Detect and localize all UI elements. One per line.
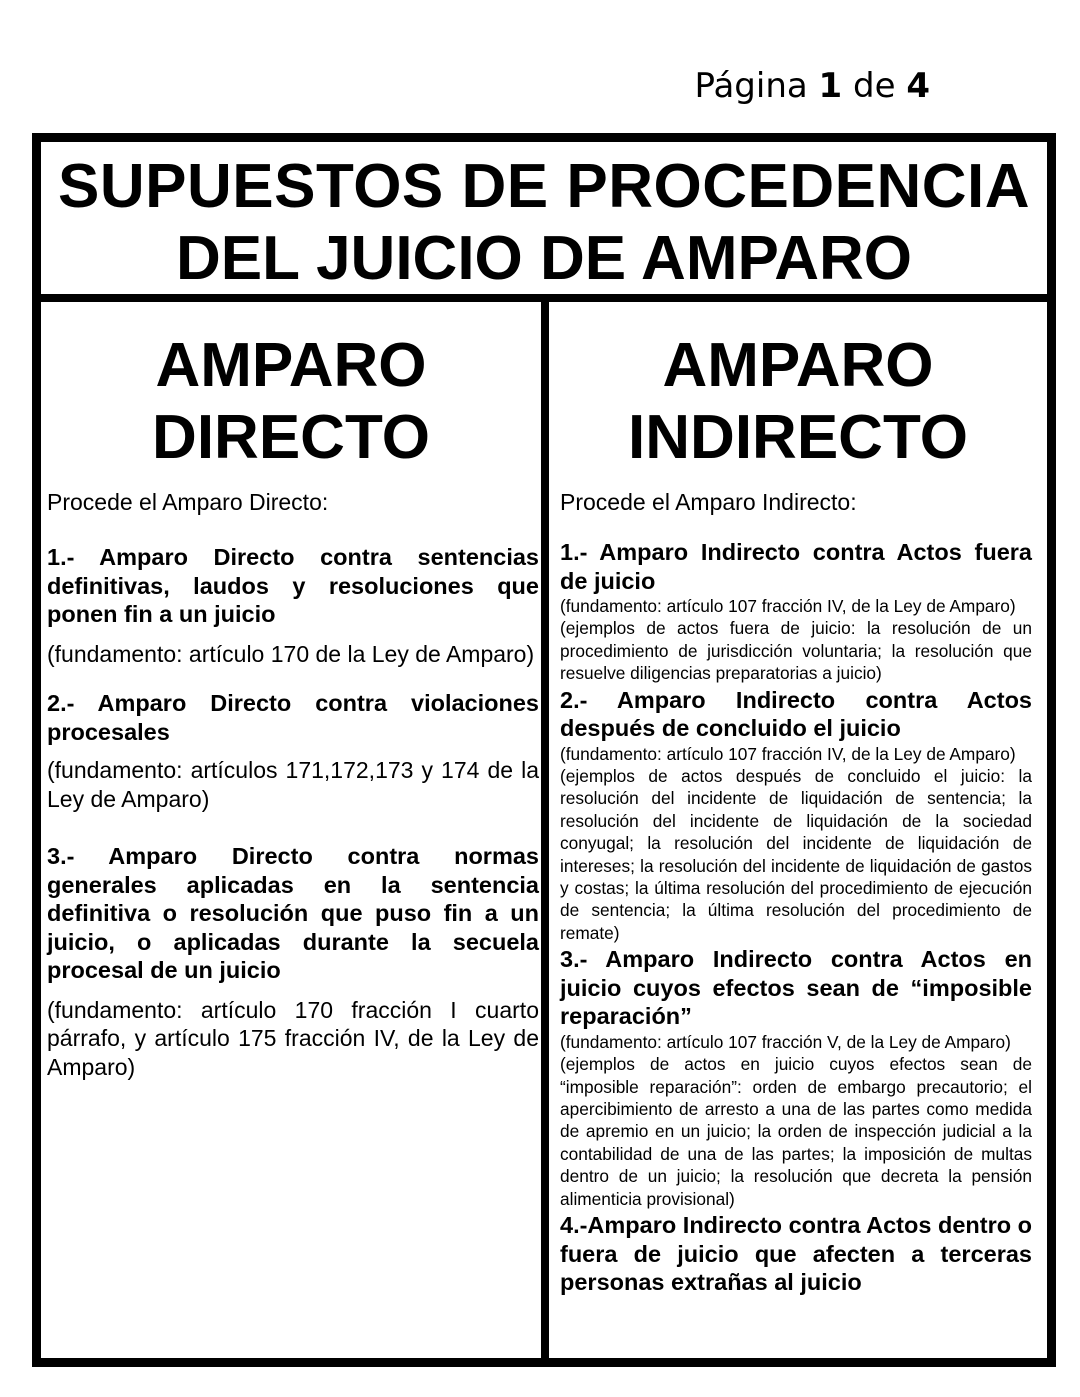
page-total: 4 <box>906 66 930 106</box>
intro-text: Procede el Amparo Indirecto: <box>560 489 857 515</box>
item-fundamento: (fundamento: artículo 170 de la Ley de Amparo) <box>47 640 535 667</box>
heading-line-1: AMPARO <box>155 331 427 400</box>
document-title-line-2: DEL JUICIO DE AMPARO <box>175 224 913 293</box>
page-label: Página <box>694 66 808 106</box>
page-number <box>694 66 930 106</box>
item-ejemplos: (ejemplos de actos después de concluido el juicio: la resolución del incidente de liquidación de sentencia; la resolución del incidente de liquidación de la sociedad conyugal; la resolución del incidente de liquidación de intereses; la resolución del incidente de liquidación de gastos y costas; la última resolución del procedimiento de ejecución de sentencia; la última resolución del procedimiento de remate) <box>560 766 1032 943</box>
heading-line-2: INDIRECTO <box>628 403 968 472</box>
document-title-line-1: SUPUESTOS DE PROCEDENCIA <box>57 152 1031 221</box>
column-content <box>41 488 539 1081</box>
column-heading-directo <box>41 330 541 474</box>
item-fundamento: (fundamento: artículo 107 fracción IV, de la Ley de Amparo) <box>560 743 1016 764</box>
item-ejemplos: (ejemplos de actos en juicio cuyos efectos sean de “imposible reparación”: orden de embargo precautorio; el apercibimiento de arresto a una de las partes como medida de apremio en un juicio; la orden de inspección judicial a la contabilidad de una de las partes; la imposición de multas dentro de un juicio; la resolución que decreta la pensión alimenticia provisional) <box>560 1054 1032 1209</box>
column-heading-indirecto <box>549 330 1047 474</box>
column-content <box>549 488 1038 1297</box>
item-title: 1.- Amparo Directo contra sentencias definitivas, laudos y resoluciones que ponen fin a un juicio <box>47 544 539 627</box>
item-title: 3.- Amparo Indirecto contra Actos en juicio cuyos efectos sean de “imposible reparación” <box>560 946 1032 1030</box>
column-amparo-indirecto <box>549 302 1047 1358</box>
page-of: de <box>853 66 896 106</box>
heading-line-2: DIRECTO <box>152 403 430 472</box>
item-title: 3.- Amparo Directo contra normas generales aplicadas en la sentencia definitiva o resolución que puso fin a un juicio, o aplicadas durante la secuela procesal de un juicio <box>47 843 539 983</box>
title-box <box>41 142 1047 302</box>
heading-line-1: AMPARO <box>662 331 934 400</box>
intro-text: Procede el Amparo Directo: <box>47 489 329 515</box>
item-fundamento: (fundamento: artículo 107 fracción IV, de la Ley de Amparo) <box>560 596 1016 616</box>
item-fundamento: (fundamento: artículo 170 fracción I cuarto párrafo, y artículo 175 fracción IV, de la Ley de Amparo) <box>47 996 539 1080</box>
item-fundamento: (fundamento: artículos 171,172,173 y 174 de la Ley de Amparo) <box>47 757 539 812</box>
item-title: 2.- Amparo Indirecto contra Actos después de concluido el juicio <box>560 686 1032 742</box>
page-current: 1 <box>818 66 843 106</box>
item-title: 2.- Amparo Directo contra violaciones procesales <box>47 690 539 745</box>
item-ejemplos: (ejemplos de actos fuera de juicio: la resolución de un procedimiento de jurisdicción voluntaria; la resolución que resuelve diligencias preparatorias a juicio) <box>560 618 1032 684</box>
document-frame <box>32 133 1056 1367</box>
column-amparo-directo <box>41 302 549 1358</box>
item-title: 4.-Amparo Indirecto contra Actos dentro o fuera de juicio que afecten a terceras personas extrañas al juicio <box>560 1212 1032 1296</box>
item-fundamento: (fundamento: artículo 107 fracción V, de la Ley de Amparo) <box>560 1031 1011 1052</box>
item-title: 1.- Amparo Indirecto contra Actos fuera de juicio <box>560 539 1032 594</box>
